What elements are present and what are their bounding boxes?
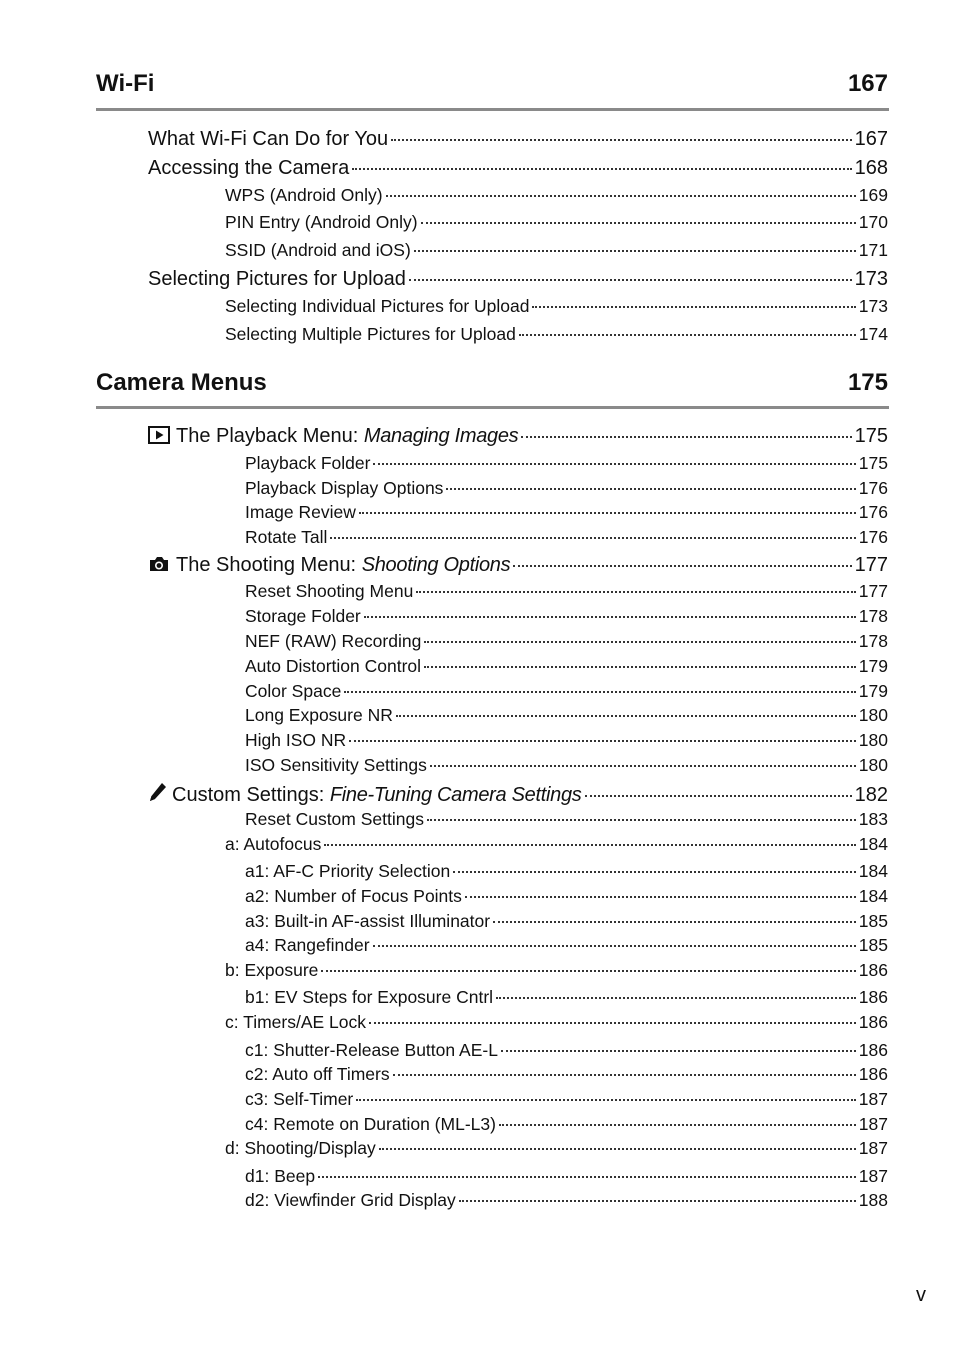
toc-entry[interactable] <box>225 960 888 981</box>
dot-leader <box>513 565 851 567</box>
toc-entry[interactable] <box>225 1138 888 1159</box>
toc-entry[interactable] <box>245 453 888 474</box>
entry-title: c3: Self-Timer <box>245 1089 354 1109</box>
dot-leader <box>424 641 855 643</box>
toc-entry[interactable] <box>245 987 888 1008</box>
entry-title: High ISO NR <box>245 730 347 750</box>
entry-title: Auto Distortion Control <box>245 656 422 676</box>
entry-page: 167 <box>854 128 888 150</box>
entry-page: 183 <box>858 809 888 829</box>
entry-page: 184 <box>858 861 888 881</box>
dot-leader <box>391 139 852 141</box>
entry-title: NEF (RAW) Recording <box>245 631 422 651</box>
dot-leader <box>349 740 856 742</box>
entry-title: The Shooting Menu: Shooting Options <box>148 554 510 579</box>
dot-leader <box>414 250 856 252</box>
entry-page: 180 <box>858 705 888 725</box>
entry-title: a: Autofocus <box>225 834 322 854</box>
entry-page: 185 <box>858 935 888 955</box>
section-page[interactable]: 175 <box>847 369 888 396</box>
entry-page: 187 <box>858 1089 888 1109</box>
dot-leader <box>330 537 855 539</box>
toc-entry[interactable] <box>245 656 888 677</box>
section-title: Wi-Fi <box>96 70 155 97</box>
entry-page: 169 <box>858 185 888 205</box>
entry-page: 186 <box>858 1064 888 1084</box>
entry-title: Rotate Tall <box>245 527 328 547</box>
toc-entry[interactable] <box>148 128 888 151</box>
entry-title: WPS (Android Only) <box>225 185 383 205</box>
toc-entry[interactable] <box>245 1064 888 1085</box>
toc-entry-shooting-menu[interactable] <box>148 554 888 579</box>
dot-leader <box>396 715 856 717</box>
toc-entry[interactable] <box>245 681 888 702</box>
entry-page: 174 <box>858 324 888 344</box>
entry-title: Long Exposure NR <box>245 705 393 725</box>
entry-page: 176 <box>858 502 888 522</box>
dot-leader <box>373 945 856 947</box>
entry-title: c: Timers/AE Lock <box>225 1012 367 1032</box>
entry-page: 187 <box>858 1166 888 1186</box>
toc-entry[interactable] <box>225 834 888 855</box>
entry-page: 179 <box>858 656 888 676</box>
dot-leader <box>364 616 856 618</box>
entry-subtitle: Shooting Options <box>361 554 511 576</box>
entry-page: 173 <box>858 296 888 316</box>
entry-title: Playback Display Options <box>245 478 444 498</box>
entry-title: Image Review <box>245 502 356 522</box>
toc-entry[interactable] <box>225 296 888 317</box>
entry-title: a2: Number of Focus Points <box>245 886 462 906</box>
toc-entry[interactable] <box>245 911 888 932</box>
entry-page: 170 <box>858 212 888 232</box>
entry-title: a4: Rangefinder <box>245 935 370 955</box>
entry-title: b1: EV Steps for Exposure Cntrl <box>245 987 494 1007</box>
toc-entry[interactable] <box>245 730 888 751</box>
entry-title: d2: Viewfinder Grid Display <box>245 1190 456 1210</box>
toc-entry[interactable] <box>245 755 888 776</box>
entry-page: 177 <box>854 554 888 576</box>
section-page[interactable]: 167 <box>847 70 888 97</box>
entry-page: 171 <box>858 240 888 260</box>
dot-leader <box>359 512 856 514</box>
entry-title: Reset Custom Settings <box>245 809 424 829</box>
dot-leader <box>501 1050 856 1052</box>
dot-leader <box>421 222 856 224</box>
entry-page: 179 <box>858 681 888 701</box>
toc-entry[interactable] <box>245 809 888 830</box>
dot-leader <box>409 279 852 281</box>
section-rule <box>96 406 889 409</box>
entry-title: Color Space <box>245 681 342 701</box>
entry-page: 176 <box>858 478 888 498</box>
entry-title: d: Shooting/Display <box>225 1138 376 1158</box>
entry-title: c2: Auto off Timers <box>245 1064 390 1084</box>
section-title: Camera Menus <box>96 369 267 396</box>
toc-entry[interactable] <box>245 581 888 602</box>
entry-title: Selecting Multiple Pictures for Upload <box>225 324 516 344</box>
entry-title: PIN Entry (Android Only) <box>225 212 418 232</box>
entry-page: 188 <box>858 1190 888 1210</box>
toc-entry[interactable] <box>245 502 888 523</box>
toc-entry[interactable] <box>245 935 888 956</box>
entry-title: Accessing the Camera <box>148 157 350 179</box>
entry-title: a3: Built-in AF-assist Illuminator <box>245 911 491 931</box>
dot-leader <box>446 488 855 490</box>
dot-leader <box>499 1124 856 1126</box>
page-number: v <box>916 1284 926 1306</box>
entry-page: 173 <box>854 268 888 290</box>
dot-leader <box>430 765 856 767</box>
dot-leader <box>532 306 855 308</box>
entry-title: Reset Shooting Menu <box>245 581 414 601</box>
entry-page: 185 <box>858 911 888 931</box>
section-heading-camera-menus <box>96 369 888 397</box>
toc-entry[interactable] <box>245 886 888 907</box>
toc-entry[interactable] <box>245 631 888 652</box>
dot-leader <box>459 1200 856 1202</box>
entry-page: 180 <box>858 755 888 775</box>
toc-entry[interactable] <box>225 185 888 206</box>
entry-title: c4: Remote on Duration (ML-L3) <box>245 1114 496 1134</box>
toc-entry[interactable] <box>245 861 888 882</box>
toc-entry-custom-settings[interactable] <box>148 781 888 809</box>
toc-entry[interactable] <box>245 705 888 726</box>
dot-leader <box>427 819 856 821</box>
entry-page: 176 <box>858 527 888 547</box>
dot-leader <box>352 168 851 170</box>
toc-entry[interactable] <box>225 324 888 345</box>
toc-entry[interactable] <box>225 240 888 261</box>
toc-entry[interactable] <box>148 157 888 180</box>
toc-entry[interactable] <box>245 606 888 627</box>
toc-entry[interactable] <box>245 1089 888 1110</box>
toc-entry[interactable] <box>245 1166 888 1187</box>
pencil-icon <box>148 781 168 809</box>
toc-entry[interactable] <box>245 527 888 548</box>
toc-entry[interactable] <box>245 1114 888 1135</box>
entry-title: c1: Shutter-Release Button AE-L <box>245 1040 498 1060</box>
dot-leader <box>356 1099 856 1101</box>
entry-title: The Playback Menu: Managing Images <box>148 425 518 450</box>
dot-leader <box>521 436 851 438</box>
entry-page: 178 <box>858 606 888 626</box>
section-heading-wifi <box>96 70 888 98</box>
dot-leader <box>321 970 855 972</box>
entry-page: 177 <box>858 581 888 601</box>
entry-page: 175 <box>854 425 888 447</box>
toc-entry[interactable] <box>225 212 888 233</box>
entry-subtitle: Fine-Tuning Camera Settings <box>329 784 582 806</box>
dot-leader <box>493 921 856 923</box>
toc-entry[interactable] <box>245 1040 888 1061</box>
entry-title: d1: Beep <box>245 1166 316 1186</box>
entry-page: 186 <box>858 1012 888 1032</box>
dot-leader <box>344 691 855 693</box>
entry-title: SSID (Android and iOS) <box>225 240 411 260</box>
toc-entry-playback-menu[interactable] <box>148 425 888 450</box>
toc-entry[interactable] <box>245 1190 888 1211</box>
entry-page: 186 <box>858 987 888 1007</box>
entry-title: Selecting Pictures for Upload <box>148 268 406 290</box>
dot-leader <box>393 1074 856 1076</box>
dot-leader <box>373 463 855 465</box>
dot-leader <box>416 591 855 593</box>
entry-page: 182 <box>854 784 888 806</box>
dot-leader <box>496 997 856 999</box>
toc-entry[interactable] <box>225 1012 888 1033</box>
dot-leader <box>585 795 852 797</box>
dot-leader <box>519 334 856 336</box>
dot-leader <box>379 1148 856 1150</box>
entry-title: a1: AF-C Priority Selection <box>245 861 451 881</box>
entry-page: 184 <box>858 886 888 906</box>
entry-subtitle: Managing Images <box>363 425 519 447</box>
entry-page: 184 <box>858 834 888 854</box>
dot-leader <box>424 666 856 668</box>
entry-page: 187 <box>858 1114 888 1134</box>
entry-page: 186 <box>858 960 888 980</box>
entry-page: 187 <box>858 1138 888 1158</box>
camera-icon <box>148 555 170 579</box>
dot-leader <box>465 896 856 898</box>
entry-title: What Wi-Fi Can Do for You <box>148 128 389 150</box>
dot-leader <box>386 195 856 197</box>
entry-page: 168 <box>854 157 888 179</box>
entry-page: 186 <box>858 1040 888 1060</box>
dot-leader <box>318 1176 856 1178</box>
playback-icon <box>148 426 170 450</box>
entry-title: Playback Folder <box>245 453 371 473</box>
entry-title: b: Exposure <box>225 960 319 980</box>
entry-page: 180 <box>858 730 888 750</box>
dot-leader <box>369 1022 856 1024</box>
entry-page: 175 <box>858 453 888 473</box>
toc-entry[interactable] <box>148 268 888 291</box>
entry-title: Custom Settings: Fine-Tuning Camera Settings <box>148 781 582 809</box>
toc-entry[interactable] <box>245 478 888 499</box>
entry-title: Storage Folder <box>245 606 361 626</box>
entry-title: Selecting Individual Pictures for Upload <box>225 296 530 316</box>
entry-title: ISO Sensitivity Settings <box>245 755 427 775</box>
dot-leader <box>324 844 855 846</box>
entry-page: 178 <box>858 631 888 651</box>
section-rule <box>96 108 889 111</box>
dot-leader <box>453 871 856 873</box>
